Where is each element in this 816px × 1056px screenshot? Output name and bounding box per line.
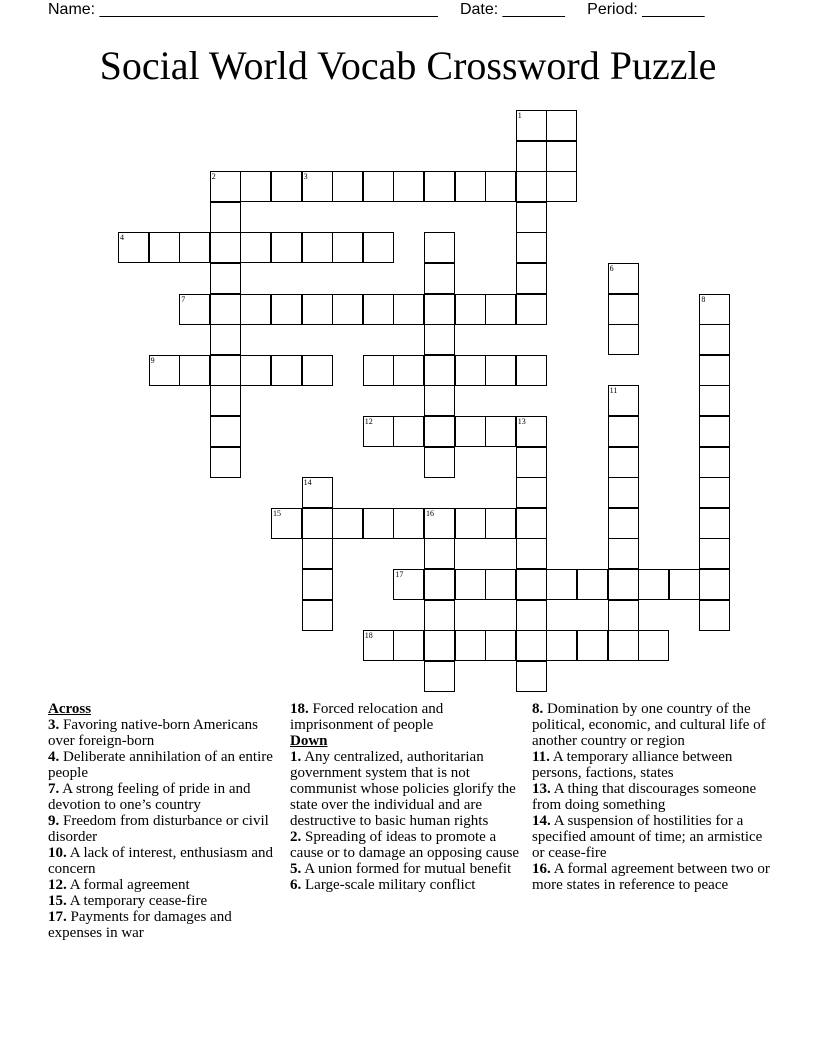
grid-cell[interactable]	[271, 232, 302, 263]
grid-cell[interactable]	[455, 294, 486, 325]
clue-number: 3	[303, 172, 308, 182]
across-heading: Across	[48, 701, 92, 717]
grid-cell[interactable]	[455, 508, 486, 539]
grid-cell[interactable]	[516, 171, 547, 202]
grid-cell[interactable]	[302, 538, 333, 569]
grid-cell[interactable]	[393, 416, 424, 447]
grid-cell[interactable]	[302, 294, 333, 325]
grid-cell[interactable]	[608, 630, 639, 661]
clue-across-10: 10. A lack of interest, enthusiasm and concern	[48, 845, 273, 877]
grid-cell[interactable]	[516, 416, 547, 447]
clue-number: 9	[150, 355, 155, 365]
clue-number: 16	[426, 508, 434, 518]
clue-down-2: 2. Spreading of ideas to promote a cause or to damage an opposing cause	[290, 829, 520, 861]
grid-cell[interactable]	[302, 569, 333, 600]
grid-cell[interactable]	[332, 171, 363, 202]
grid-cell[interactable]	[546, 110, 577, 141]
clue-down-1: 1. Any centralized, authoritarian government system that is not communist whose policies glorify the state over the individual and are destructive to basic human rights	[290, 749, 516, 829]
grid-cell[interactable]	[516, 569, 547, 600]
clue-down-5: 5. A union formed for mutual benefit	[290, 861, 512, 877]
grid-cell[interactable]	[424, 508, 455, 539]
grid-cell[interactable]	[516, 447, 547, 478]
clue-column-1	[48, 701, 276, 941]
grid-cell[interactable]	[608, 416, 639, 447]
grid-cell[interactable]	[699, 324, 730, 355]
grid-cell[interactable]	[424, 600, 455, 631]
grid-cell[interactable]	[424, 355, 455, 386]
clue-across-3: 3. Favoring native-born Americans over foreign-born	[48, 717, 258, 749]
clue-down-8: 8. Domination by one country of the political, economic, and cultural life of another country or region	[532, 701, 766, 749]
clue-number: 14	[303, 478, 312, 488]
clue-across-18: 18. Forced relocation and imprisonment of people	[290, 701, 444, 733]
grid-cell[interactable]	[179, 232, 210, 263]
grid-cell[interactable]	[332, 294, 363, 325]
grid-cell[interactable]	[271, 355, 302, 386]
grid-cell[interactable]	[210, 294, 241, 325]
grid-cell[interactable]	[516, 600, 547, 631]
grid-cell[interactable]	[210, 447, 241, 478]
grid-cell[interactable]	[455, 569, 486, 600]
grid-cell[interactable]	[516, 141, 547, 172]
clue-down-14: 14. A suspension of hostilities for a specified amount of time; an armistice or cease-fire	[532, 813, 763, 861]
grid-cell[interactable]	[393, 630, 424, 661]
grid-cell[interactable]	[363, 630, 394, 661]
grid-cell[interactable]	[577, 569, 608, 600]
grid-cell[interactable]	[424, 538, 455, 569]
grid-cell[interactable]	[638, 630, 669, 661]
grid-cell[interactable]	[424, 661, 455, 692]
grid-cell[interactable]	[210, 324, 241, 355]
grid-cell[interactable]	[485, 171, 516, 202]
grid-cell[interactable]	[210, 171, 241, 202]
grid-cell[interactable]	[485, 630, 516, 661]
grid-cell[interactable]	[332, 508, 363, 539]
grid-cell[interactable]	[699, 385, 730, 416]
grid-cell[interactable]	[608, 508, 639, 539]
grid-cell[interactable]	[363, 508, 394, 539]
grid-cell[interactable]	[332, 232, 363, 263]
grid-cell[interactable]	[210, 385, 241, 416]
grid-cell[interactable]	[608, 569, 639, 600]
grid-cell[interactable]	[240, 232, 271, 263]
grid-cell[interactable]	[179, 355, 210, 386]
grid-cell[interactable]	[424, 569, 455, 600]
grid-cell[interactable]	[608, 600, 639, 631]
grid-cell[interactable]	[638, 569, 669, 600]
grid-cell[interactable]	[210, 263, 241, 294]
grid-cell[interactable]	[516, 477, 547, 508]
grid-cell[interactable]	[699, 477, 730, 508]
grid-cell[interactable]	[363, 416, 394, 447]
grid-cell[interactable]	[699, 538, 730, 569]
clue-number: 4	[120, 233, 124, 243]
grid-cell[interactable]	[302, 232, 333, 263]
clue-down-6: 6. Large-scale military conflict	[290, 877, 476, 893]
grid-cell[interactable]	[516, 202, 547, 233]
clue-column-2	[290, 701, 526, 893]
clue-number: 18	[364, 631, 373, 641]
clue-across-4: 4. Deliberate annihilation of an entire people	[48, 749, 273, 781]
grid-cell[interactable]	[363, 171, 394, 202]
grid-cell[interactable]	[302, 600, 333, 631]
grid-cell[interactable]	[485, 294, 516, 325]
grid-cell[interactable]	[699, 569, 730, 600]
clue-number: 8	[701, 294, 706, 304]
grid-cell[interactable]	[546, 141, 577, 172]
clue-number: 1	[517, 111, 522, 120]
grid-cell[interactable]	[669, 569, 700, 600]
grid-cell[interactable]	[516, 355, 547, 386]
clue-across-7: 7. A strong feeling of pride in and devotion to one’s country	[48, 781, 251, 813]
grid-cell[interactable]	[424, 447, 455, 478]
grid-cell[interactable]	[424, 416, 455, 447]
grid-cell[interactable]	[271, 508, 302, 539]
grid-cell[interactable]	[577, 630, 608, 661]
header-fields: Name: ______________________________________ Date: _______ Period: _______	[48, 1, 705, 18]
grid-cell[interactable]	[516, 110, 547, 141]
grid-cell[interactable]	[608, 385, 639, 416]
grid-cell[interactable]	[424, 171, 455, 202]
clue-down-16: 16. A formal agreement between two or more states in reference to peace	[532, 861, 770, 893]
grid-cell[interactable]	[302, 355, 333, 386]
grid-cell[interactable]	[210, 202, 241, 233]
grid-cell[interactable]	[424, 232, 455, 263]
clue-across-17: 17. Payments for damages and expenses in war	[48, 909, 232, 941]
grid-cell[interactable]	[455, 355, 486, 386]
grid-cell[interactable]	[271, 294, 302, 325]
grid-cell[interactable]	[516, 232, 547, 263]
grid-cell[interactable]	[608, 538, 639, 569]
clue-column-3	[532, 701, 772, 893]
grid-cell[interactable]	[210, 416, 241, 447]
grid-cell[interactable]	[302, 508, 333, 539]
grid-cell[interactable]	[240, 355, 271, 386]
clue-number: 12	[364, 417, 373, 426]
clue-across-12: 12. A formal agreement	[48, 877, 190, 893]
page-title: Social World Vocab Crossword Puzzle	[99, 43, 717, 88]
grid-cell[interactable]	[363, 294, 394, 325]
grid-cell[interactable]	[485, 416, 516, 447]
grid-cell[interactable]	[516, 630, 547, 661]
clue-number: 6	[609, 264, 614, 273]
grid-cell[interactable]	[699, 447, 730, 478]
grid-cell[interactable]	[393, 355, 424, 386]
grid-cell[interactable]	[424, 630, 455, 661]
grid-cell[interactable]	[424, 385, 455, 416]
grid-cell[interactable]	[455, 416, 486, 447]
grid-cell[interactable]	[393, 294, 424, 325]
grid-cell[interactable]	[363, 232, 394, 263]
clue-number: 17	[395, 570, 404, 579]
grid-cell[interactable]	[393, 569, 424, 600]
grid-cell[interactable]	[546, 630, 577, 661]
grid-cell[interactable]	[455, 630, 486, 661]
grid-cell[interactable]	[302, 477, 333, 508]
grid-cell[interactable]	[516, 661, 547, 692]
grid-cell[interactable]	[363, 355, 394, 386]
grid-cell[interactable]	[179, 294, 210, 325]
grid-cell[interactable]	[699, 355, 730, 386]
grid-cell[interactable]	[210, 232, 241, 263]
grid-cell[interactable]	[393, 508, 424, 539]
grid-cell[interactable]	[699, 294, 730, 325]
grid-cell[interactable]	[699, 600, 730, 631]
clue-number: 15	[273, 508, 281, 518]
grid-cell[interactable]	[149, 232, 180, 263]
grid-cell[interactable]	[210, 355, 241, 386]
clue-number: 2	[211, 172, 216, 182]
grid-cell[interactable]	[546, 171, 577, 202]
grid-cell[interactable]	[516, 538, 547, 569]
clue-down-13: 13. A thing that discourages someone from doing something	[532, 781, 757, 813]
grid-cell[interactable]	[699, 416, 730, 447]
clue-down-11: 11. A temporary alliance between persons, factions, states	[532, 749, 733, 781]
grid-cell[interactable]	[393, 171, 424, 202]
grid-cell[interactable]	[516, 294, 547, 325]
grid-cell[interactable]	[516, 263, 547, 294]
grid-cell[interactable]	[608, 324, 639, 355]
grid-cell[interactable]	[608, 263, 639, 294]
grid-cell[interactable]	[240, 294, 271, 325]
clue-number: 7	[181, 294, 186, 304]
grid-cell[interactable]	[455, 171, 486, 202]
clue-number: 11	[609, 386, 618, 396]
clue-across-9: 9. Freedom from disturbance or civil disorder	[48, 813, 269, 845]
grid-cell[interactable]	[485, 569, 516, 600]
grid-cell[interactable]	[302, 171, 333, 202]
grid-cell[interactable]	[240, 171, 271, 202]
grid-cell[interactable]	[485, 355, 516, 386]
grid-cell[interactable]	[149, 355, 180, 386]
grid-cell[interactable]	[424, 324, 455, 355]
grid-cell[interactable]	[608, 447, 639, 478]
clue-across-15: 15. A temporary cease-fire	[48, 893, 208, 909]
grid-cell[interactable]	[424, 263, 455, 294]
grid-cell[interactable]	[118, 232, 149, 263]
down-heading: Down	[290, 733, 328, 749]
grid-cell[interactable]	[608, 294, 639, 325]
grid-cell[interactable]	[271, 171, 302, 202]
grid-cell[interactable]	[516, 508, 547, 539]
grid-cell[interactable]	[424, 294, 455, 325]
grid-cell[interactable]	[608, 477, 639, 508]
grid-cell[interactable]	[485, 508, 516, 539]
grid-cell[interactable]	[699, 508, 730, 539]
clue-number: 13	[517, 417, 526, 426]
grid-cell[interactable]	[546, 569, 577, 600]
